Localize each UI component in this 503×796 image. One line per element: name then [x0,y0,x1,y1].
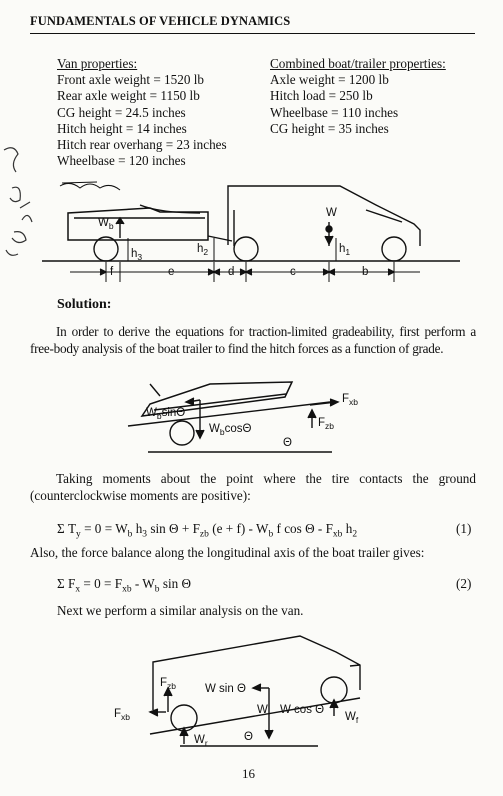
fig1-label-b: b [362,266,369,278]
paragraph-moments: Taking moments about the point where the tire contacts the ground (counterclockwise moments are positive): [30,471,476,503]
fig1-label-h3: $h_3$ [131,248,143,262]
fig2-label-fzb: $F_{zb}$ [318,417,335,431]
fig3-label-theta: Θ [244,731,253,743]
fig1-label-d: d [228,266,235,278]
paragraph-force-balance: Also, the force balance along the longitudinal axis of the boat trailer gives: [30,545,425,560]
page-number: 16 [242,766,255,781]
equation-1: Σ $T_y = 0 = W_b$ $h_3$ $\sin \Theta + F_{zb}$ $(e + f) - W_b$ f cos Θ - $F_{xb}$ $h_2$ [57,521,358,540]
fig3-label-fzb: $F_{zb}$ [160,677,177,691]
fig3-label-fxb: $F_{xb}$ [114,708,131,722]
van-property-item: Front axle weight = 1520 lb [57,72,204,88]
equation-2: Σ $F_x = 0 = F_{xb} - W_b$ sin Θ [57,576,192,595]
fig1-label-w: W [326,207,337,219]
fig1-label-e: e [168,266,175,278]
fig2-label-theta: Θ [283,437,292,449]
fig3-label-wf: $W_f$ [345,711,359,725]
combined-property-item: Hitch load = 250 lb [270,88,373,104]
combined-property-item: Axle weight = 1200 lb [270,72,389,88]
fig3-label-wsin: W sin Θ [205,683,246,695]
running-header: FUNDAMENTALS OF VEHICLE DYNAMICS [30,14,475,34]
fig1-label-h1: $h_1$ [339,243,351,257]
paragraph-van-analysis: Next we perform a similar analysis on the van. [57,603,304,618]
van-property-item: CG height = 24.5 inches [57,104,186,120]
fig2-label-fxb: $F_{xb}$ [342,393,359,407]
combined-property-item: CG height = 35 inches [270,120,389,136]
fig1-label-h2: $h_2$ [197,243,209,257]
fig3-label-wr: $W_r$ [194,734,208,748]
solution-heading: Solution: [57,297,112,312]
fig3-label-w: W [257,704,268,716]
equation-1-number: (1) [456,521,472,536]
van-property-item: Rear axle weight = 1150 lb [57,88,200,104]
fig1-label-f: f [110,266,114,278]
paragraph-intro: In order to derive the equations for traction-limited gradeability, first perform a free-body analysis of the boat trailer to find the hitch forces as a function of grade. [30,324,476,356]
fig3-label-wcos: W cos Θ [280,704,325,716]
van-property-item: Hitch height = 14 inches [57,120,187,136]
van-property-item: Wheelbase = 120 inches [57,153,186,169]
fig2-label-wb-sin: $W_b\sin\Theta$ [146,407,186,421]
van-properties-title: Van properties: [57,56,138,71]
van-property-item: Hitch rear overhang = 23 inches [57,137,227,153]
fig1-label-wb: $W_b$ [98,217,114,231]
equation-2-number: (2) [456,576,472,591]
combined-properties-title: Combined boat/trailer properties: [270,56,446,71]
fig2-label-wb-cos: $W_b\cos\Theta$ [209,423,252,437]
combined-property-item: Wheelbase = 110 inches [270,104,399,120]
fig1-label-c: c [290,266,296,278]
